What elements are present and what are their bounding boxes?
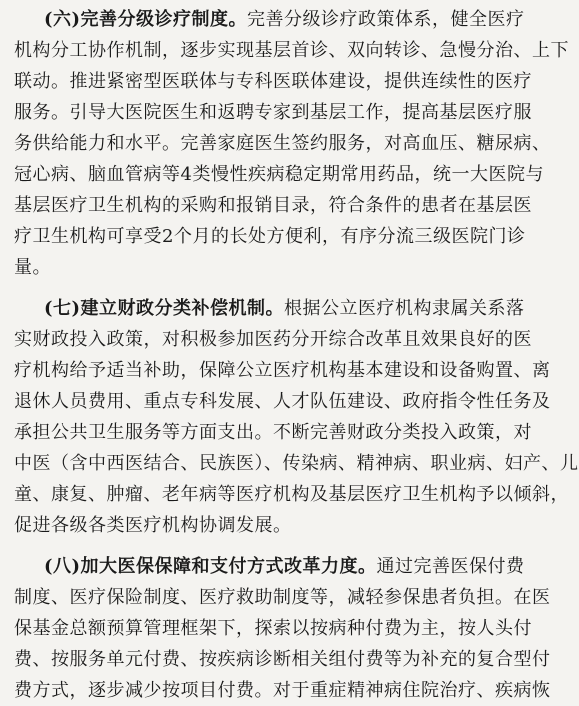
paragraph-first-line: [14, 293, 525, 324]
paragraph-line: 联动。推进紧密型医联体与专科医联体建设，提供连续性的医疗: [14, 71, 532, 92]
paragraph-line: 实财政投入政策，对积极参加医药分开综合改革且效果良好的医: [14, 329, 532, 350]
section-8: [14, 551, 551, 706]
paragraph-line: 费、按服务单元付费、按疾病诊断相关组付费等为补充的复合型付: [14, 649, 551, 670]
paragraph-text: 根据公立医疗机构隶属关系落: [284, 298, 525, 319]
paragraph-line: 冠心病、脑血管病等4类慢性疾病稳定期常用药品，统一大医院与: [14, 164, 544, 185]
paragraph-line: 童、康复、肿瘤、老年病等医疗机构及基层医疗卫生机构予以倾斜，: [14, 484, 569, 505]
section-heading: (六)完善分级诊疗制度。: [44, 9, 248, 30]
paragraph-line: 疗机构给予适当补助，保障公立医疗机构基本建设和设备购置、离: [14, 360, 551, 381]
section-6: [14, 4, 569, 283]
paragraph-line: 承担公共卫生服务等方面支出。不断完善财政分类投入政策，对: [14, 422, 532, 443]
paragraph-line: 基层医疗卫生机构的采购和报销目录，符合条件的患者在基层医: [14, 195, 532, 216]
paragraph-line: 机构分工协作机制，逐步实现基层首诊、双向转诊、急慢分治、上下: [14, 40, 569, 61]
paragraph-line: 促进各级各类医疗机构协调发展。: [14, 515, 292, 536]
paragraph-first-line: [14, 4, 525, 35]
paragraph-text: 通过完善医保付费: [376, 556, 525, 577]
paragraph-line: 服务。引导大医院医生和返聘专家到基层工作，提高基层医疗服: [14, 102, 532, 123]
paragraph-line: 费方式，逐步减少按项目付费。对于重症精神病住院治疗、疾病恢: [14, 680, 551, 701]
paragraph-line: 量。: [14, 257, 51, 278]
section-7: [14, 293, 579, 541]
paragraph-line: 退休人员费用、重点专科发展、人才队伍建设、政府指令性任务及: [14, 391, 551, 412]
paragraph-line: 保基金总额预算管理框架下，探索以按病种付费为主，按人头付: [14, 618, 532, 639]
paragraph-line: 制度、医疗保险制度、医疗救助制度等，减轻参保患者负担。在医: [14, 587, 551, 608]
paragraph-text: 完善分级诊疗政策体系，健全医疗: [247, 9, 525, 30]
paragraph-first-line: [14, 551, 525, 582]
section-heading: (八)加大医保保障和支付方式改革力度。: [44, 556, 377, 577]
paragraph-line: 务供给能力和水平。完善家庭医生签约服务，对高血压、糖尿病、: [14, 133, 551, 154]
paragraph-line: 中医（含中西医结合、民族医）、传染病、精神病、职业病、妇产、儿: [14, 453, 579, 474]
section-heading: (七)建立财政分类补偿机制。: [44, 298, 285, 319]
paragraph-line: 疗卫生机构可享受2个月的长处方便利，有序分流三级医院门诊: [14, 226, 526, 247]
